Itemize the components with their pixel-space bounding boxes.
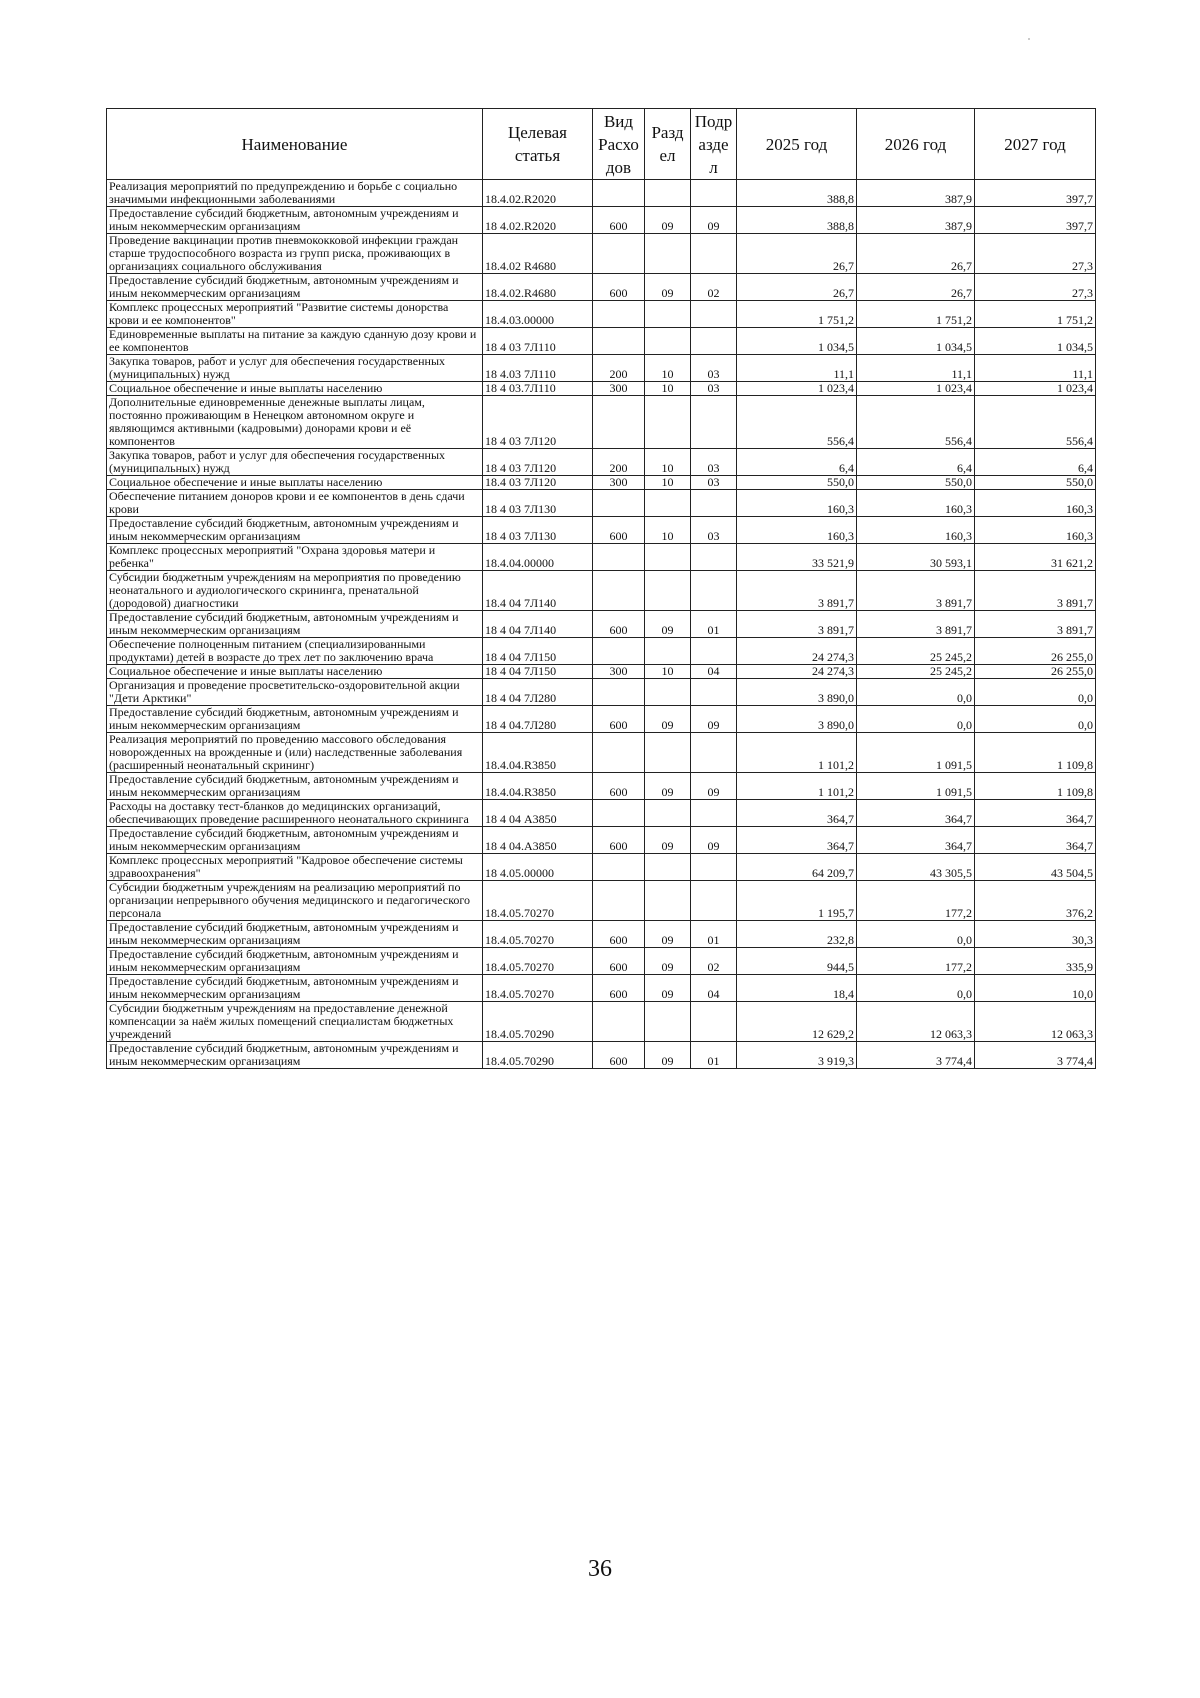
row-expense-type: 600 [593,975,645,1002]
row-name: Расходы на доставку тест-бланков до медицинских организаций, обеспечивающих проведение расширенного неонатального скрининга [107,800,483,827]
row-value-2025: 1 034,5 [737,328,857,355]
row-section: 10 [645,355,691,382]
row-target-article: 18 4 03 7Л120 [483,449,593,476]
row-expense-type [593,396,645,449]
row-name: Реализация мероприятий по предупреждению и борьбе с социально значимыми инфекционными заболеваниями [107,180,483,207]
row-subsection [691,396,737,449]
table-row [107,706,1096,733]
table-row [107,382,1096,396]
row-section: 09 [645,827,691,854]
row-section [645,733,691,773]
row-subsection: 03 [691,476,737,490]
row-section [645,301,691,328]
scan-speck [1028,38,1030,40]
row-section [645,234,691,274]
row-name: Предоставление субсидий бюджетным, автономным учреждениям и иным некоммерческим организациям [107,274,483,301]
row-expense-type [593,490,645,517]
row-expense-type [593,733,645,773]
row-subsection: 02 [691,948,737,975]
row-section: 10 [645,665,691,679]
row-target-article: 18 4 03 7Л110 [483,328,593,355]
row-expense-type: 600 [593,773,645,800]
row-value-2027: 335,9 [975,948,1096,975]
row-value-2025: 1 101,2 [737,773,857,800]
page-number: 36 [588,1556,612,1582]
row-target-article: 18 4 04 7Л150 [483,665,593,679]
row-value-2026: 387,9 [857,207,975,234]
table-row [107,490,1096,517]
row-value-2025: 364,7 [737,827,857,854]
row-subsection: 01 [691,611,737,638]
row-subsection: 09 [691,773,737,800]
row-expense-type [593,1002,645,1042]
row-value-2026: 30 593,1 [857,544,975,571]
row-subsection: 02 [691,274,737,301]
row-value-2025: 64 209,7 [737,854,857,881]
row-value-2025: 24 274,3 [737,665,857,679]
table-row [107,180,1096,207]
budget-table [106,108,1096,1069]
row-value-2027: 11,1 [975,355,1096,382]
row-value-2026: 12 063,3 [857,1002,975,1042]
row-target-article: 18.4.05.70290 [483,1042,593,1069]
row-expense-type: 200 [593,449,645,476]
row-value-2025: 26,7 [737,274,857,301]
row-value-2027: 1 023,4 [975,382,1096,396]
row-name: Организация и проведение просветительско-оздоровительной акции "Дети Арктики" [107,679,483,706]
table-row [107,396,1096,449]
row-subsection [691,490,737,517]
row-value-2027: 1 034,5 [975,328,1096,355]
table-row [107,881,1096,921]
row-expense-type [593,328,645,355]
row-subsection: 03 [691,449,737,476]
row-value-2026: 550,0 [857,476,975,490]
table-row [107,827,1096,854]
row-section: 09 [645,274,691,301]
row-expense-type [593,854,645,881]
row-name: Предоставление субсидий бюджетным, автономным учреждениям и иным некоммерческим организациям [107,706,483,733]
row-section [645,854,691,881]
row-subsection: 09 [691,827,737,854]
table-row [107,449,1096,476]
row-value-2025: 160,3 [737,490,857,517]
row-value-2027: 10,0 [975,975,1096,1002]
row-subsection: 03 [691,517,737,544]
row-name: Закупка товаров, работ и услуг для обеспечения государственных (муниципальных) нужд [107,355,483,382]
row-expense-type: 600 [593,1042,645,1069]
table-row [107,476,1096,490]
table-row [107,921,1096,948]
row-value-2026: 0,0 [857,679,975,706]
row-expense-type [593,234,645,274]
row-value-2025: 11,1 [737,355,857,382]
table-row [107,665,1096,679]
row-section: 09 [645,611,691,638]
row-section: 09 [645,948,691,975]
row-subsection [691,544,737,571]
row-target-article: 18.4.02.R2020 [483,180,593,207]
header-year-2026: 2026 год [857,109,975,180]
row-subsection [691,1002,737,1042]
row-expense-type: 600 [593,517,645,544]
row-value-2027: 556,4 [975,396,1096,449]
row-expense-type: 600 [593,611,645,638]
table-row [107,611,1096,638]
row-name: Закупка товаров, работ и услуг для обеспечения государственных (муниципальных) нужд [107,449,483,476]
row-target-article: 18 4 04 7Л280 [483,679,593,706]
header-expense-type: Вид Расхо дов [593,109,645,180]
row-expense-type: 300 [593,476,645,490]
row-value-2026: 177,2 [857,948,975,975]
row-expense-type: 200 [593,355,645,382]
row-value-2027: 397,7 [975,207,1096,234]
row-value-2025: 1 195,7 [737,881,857,921]
table-row [107,679,1096,706]
row-value-2025: 1 751,2 [737,301,857,328]
row-value-2025: 3 919,3 [737,1042,857,1069]
row-section: 10 [645,449,691,476]
row-expense-type: 600 [593,948,645,975]
row-value-2026: 556,4 [857,396,975,449]
row-value-2026: 26,7 [857,274,975,301]
row-section [645,396,691,449]
row-value-2026: 43 305,5 [857,854,975,881]
row-name: Комплекс процессных мероприятий "Кадровое обеспечение системы здравоохранения" [107,854,483,881]
row-section [645,571,691,611]
row-subsection [691,571,737,611]
row-value-2026: 25 245,2 [857,665,975,679]
row-subsection: 01 [691,1042,737,1069]
table-row [107,1042,1096,1069]
table-row [107,274,1096,301]
row-name: Предоставление субсидий бюджетным, автономным учреждениям и иным некоммерческим организациям [107,975,483,1002]
row-value-2027: 0,0 [975,679,1096,706]
row-subsection: 03 [691,355,737,382]
row-expense-type: 600 [593,207,645,234]
row-value-2025: 388,8 [737,207,857,234]
row-name: Предоставление субсидий бюджетным, автономным учреждениям и иным некоммерческим организациям [107,207,483,234]
row-name: Проведение вакцинации против пневмококковой инфекции граждан старше трудоспособного возраста из групп риска, проживающих в организациях социального обслуживания [107,234,483,274]
row-subsection [691,881,737,921]
row-target-article: 18.4.05.70270 [483,948,593,975]
row-section: 10 [645,517,691,544]
row-name: Субсидии бюджетным учреждениям на мероприятия по проведению неонатального и аудиологического скрининга, пренатальной (дородовой) диагностики [107,571,483,611]
table-row [107,301,1096,328]
row-name: Комплекс процессных мероприятий "Охрана здоровья матери и ребенка" [107,544,483,571]
row-subsection [691,733,737,773]
row-expense-type [593,800,645,827]
row-subsection: 01 [691,921,737,948]
table-row [107,733,1096,773]
table-row [107,638,1096,665]
row-name: Предоставление субсидий бюджетным, автономным учреждениям и иным некоммерческим организациям [107,948,483,975]
header-year-2025: 2025 год [737,109,857,180]
table-row [107,975,1096,1002]
row-value-2025: 3 891,7 [737,611,857,638]
row-target-article: 18.4.04.R3850 [483,733,593,773]
row-subsection [691,180,737,207]
row-value-2026: 387,9 [857,180,975,207]
row-value-2025: 3 890,0 [737,706,857,733]
row-target-article: 18.4.02.R4680 [483,274,593,301]
row-section [645,490,691,517]
row-target-article: 18 4 03 7Л130 [483,517,593,544]
row-value-2026: 160,3 [857,517,975,544]
table-row [107,948,1096,975]
row-value-2026: 26,7 [857,234,975,274]
row-name: Предоставление субсидий бюджетным, автономным учреждениям и иным некоммерческим организациям [107,827,483,854]
row-target-article: 18.4.05.70270 [483,975,593,1002]
row-name: Предоставление субсидий бюджетным, автономным учреждениям и иным некоммерческим организациям [107,1042,483,1069]
row-expense-type [593,180,645,207]
row-section [645,638,691,665]
row-value-2025: 26,7 [737,234,857,274]
row-target-article: 18 4 04.А3850 [483,827,593,854]
table-row [107,571,1096,611]
row-name: Социальное обеспечение и иные выплаты населению [107,382,483,396]
row-value-2027: 3 891,7 [975,611,1096,638]
row-value-2027: 1 751,2 [975,301,1096,328]
row-section [645,800,691,827]
row-value-2027: 31 621,2 [975,544,1096,571]
row-value-2025: 232,8 [737,921,857,948]
row-value-2027: 3 774,4 [975,1042,1096,1069]
row-value-2026: 6,4 [857,449,975,476]
row-section: 09 [645,706,691,733]
row-section [645,328,691,355]
row-value-2026: 177,2 [857,881,975,921]
row-value-2027: 12 063,3 [975,1002,1096,1042]
row-value-2025: 3 890,0 [737,679,857,706]
row-subsection [691,800,737,827]
row-target-article: 18 4 04 7Л140 [483,611,593,638]
row-value-2026: 1 091,5 [857,733,975,773]
row-name: Дополнительные единовременные денежные выплаты лицам, постоянно проживающим в Ненецком автономном округе и являющимся активными (кадровыми) донорами крови и её компонентов [107,396,483,449]
row-value-2025: 24 274,3 [737,638,857,665]
row-name: Предоставление субсидий бюджетным, автономным учреждениям и иным некоммерческим организациям [107,921,483,948]
row-value-2025: 550,0 [737,476,857,490]
row-name: Социальное обеспечение и иные выплаты населению [107,665,483,679]
table-row [107,1002,1096,1042]
row-expense-type: 600 [593,274,645,301]
row-subsection: 09 [691,207,737,234]
table-row [107,207,1096,234]
row-target-article: 18 4 03 7Л120 [483,396,593,449]
row-expense-type [593,679,645,706]
row-subsection: 09 [691,706,737,733]
row-section: 10 [645,476,691,490]
row-expense-type: 600 [593,921,645,948]
row-value-2025: 364,7 [737,800,857,827]
row-value-2026: 0,0 [857,975,975,1002]
row-section: 09 [645,773,691,800]
row-name: Субсидии бюджетным учреждениям на предоставление денежной компенсации за наём жилых помещений специалистам бюджетных учреждений [107,1002,483,1042]
row-target-article: 18.4.04.R3850 [483,773,593,800]
row-value-2027: 364,7 [975,800,1096,827]
table-row [107,800,1096,827]
row-name: Субсидии бюджетным учреждениям на реализацию мероприятий по организации непрерывного обучения медицинского и педагогического персонала [107,881,483,921]
table-row [107,517,1096,544]
row-expense-type: 300 [593,382,645,396]
row-value-2027: 27,3 [975,234,1096,274]
header-target-article: Целевая статья [483,109,593,180]
row-expense-type: 600 [593,827,645,854]
row-subsection [691,854,737,881]
row-target-article: 18.4.05.70270 [483,881,593,921]
row-name: Предоставление субсидий бюджетным, автономным учреждениям и иным некоммерческим организациям [107,611,483,638]
row-value-2026: 1 023,4 [857,382,975,396]
header-section: Разд ел [645,109,691,180]
row-value-2027: 6,4 [975,449,1096,476]
row-name: Предоставление субсидий бюджетным, автономным учреждениям и иным некоммерческим организациям [107,773,483,800]
row-subsection [691,301,737,328]
row-value-2026: 3 891,7 [857,571,975,611]
row-value-2025: 6,4 [737,449,857,476]
row-name: Обеспечение полноценным питанием (специализированными продуктами) детей в возрасте до трех лет по заключению врача [107,638,483,665]
row-value-2026: 364,7 [857,827,975,854]
row-value-2027: 27,3 [975,274,1096,301]
row-subsection [691,638,737,665]
row-expense-type [593,638,645,665]
header-subsection: Подр азде л [691,109,737,180]
row-target-article: 18.4 03 7Л120 [483,476,593,490]
row-target-article: 18 4 04.7Л280 [483,706,593,733]
table-body [107,180,1096,1069]
row-section: 09 [645,921,691,948]
row-value-2026: 3 774,4 [857,1042,975,1069]
row-value-2027: 43 504,5 [975,854,1096,881]
row-value-2027: 364,7 [975,827,1096,854]
row-target-article: 18 4 04 А3850 [483,800,593,827]
row-section: 09 [645,1042,691,1069]
table-row [107,854,1096,881]
row-value-2027: 397,7 [975,180,1096,207]
row-section: 10 [645,382,691,396]
table-row [107,234,1096,274]
row-value-2027: 160,3 [975,517,1096,544]
row-section: 09 [645,975,691,1002]
row-target-article: 18.4 04 7Л140 [483,571,593,611]
row-target-article: 18 4 04 7Л150 [483,638,593,665]
row-value-2026: 25 245,2 [857,638,975,665]
header-name: Наименование [107,109,483,180]
row-value-2026: 160,3 [857,490,975,517]
row-subsection [691,679,737,706]
row-name: Единовременные выплаты на питание за каждую сданную дозу крови и ее компонентов [107,328,483,355]
row-value-2026: 11,1 [857,355,975,382]
row-value-2025: 12 629,2 [737,1002,857,1042]
row-value-2027: 26 255,0 [975,665,1096,679]
row-expense-type: 600 [593,706,645,733]
row-name: Предоставление субсидий бюджетным, автономным учреждениям и иным некоммерческим организациям [107,517,483,544]
row-value-2026: 0,0 [857,921,975,948]
row-section [645,881,691,921]
row-subsection: 04 [691,665,737,679]
row-value-2025: 1 023,4 [737,382,857,396]
row-value-2025: 3 891,7 [737,571,857,611]
row-value-2026: 3 891,7 [857,611,975,638]
row-target-article: 18 4 03.7Л110 [483,382,593,396]
row-target-article: 18 4.02.R2020 [483,207,593,234]
table-row [107,544,1096,571]
row-value-2027: 550,0 [975,476,1096,490]
row-value-2025: 33 521,9 [737,544,857,571]
row-expense-type: 300 [593,665,645,679]
row-value-2027: 30,3 [975,921,1096,948]
row-subsection [691,328,737,355]
row-value-2026: 364,7 [857,800,975,827]
row-value-2026: 1 751,2 [857,301,975,328]
row-value-2025: 944,5 [737,948,857,975]
row-value-2027: 1 109,8 [975,773,1096,800]
table-row [107,328,1096,355]
row-section [645,1002,691,1042]
row-name: Социальное обеспечение и иные выплаты населению [107,476,483,490]
row-expense-type [593,544,645,571]
row-target-article: 18 4 03 7Л130 [483,490,593,517]
row-section: 09 [645,207,691,234]
row-value-2025: 18,4 [737,975,857,1002]
row-target-article: 18.4.05.70290 [483,1002,593,1042]
row-name: Обеспечение питанием доноров крови и ее компонентов в день сдачи крови [107,490,483,517]
row-name: Реализация мероприятий по проведению массового обследования новорожденных на врожденные и (или) наследственные заболевания (расширенный неонатальный скрининг) [107,733,483,773]
row-value-2025: 388,8 [737,180,857,207]
row-expense-type [593,301,645,328]
row-target-article: 18 4.03 7Л110 [483,355,593,382]
table-row [107,773,1096,800]
row-subsection: 03 [691,382,737,396]
table-header-row [107,109,1096,180]
row-value-2027: 376,2 [975,881,1096,921]
row-value-2025: 1 101,2 [737,733,857,773]
row-target-article: 18.4.03.00000 [483,301,593,328]
row-section [645,180,691,207]
header-year-2027: 2027 год [975,109,1096,180]
row-value-2026: 0,0 [857,706,975,733]
row-value-2025: 556,4 [737,396,857,449]
row-value-2027: 1 109,8 [975,733,1096,773]
row-value-2025: 160,3 [737,517,857,544]
row-expense-type [593,881,645,921]
row-section [645,544,691,571]
row-value-2027: 0,0 [975,706,1096,733]
row-subsection [691,234,737,274]
row-value-2027: 26 255,0 [975,638,1096,665]
row-target-article: 18.4.02 R4680 [483,234,593,274]
row-target-article: 18.4.04.00000 [483,544,593,571]
row-value-2026: 1 034,5 [857,328,975,355]
row-expense-type [593,571,645,611]
row-target-article: 18.4.05.70270 [483,921,593,948]
row-section [645,679,691,706]
table-row [107,355,1096,382]
row-target-article: 18 4.05.00000 [483,854,593,881]
row-value-2027: 3 891,7 [975,571,1096,611]
row-name: Комплекс процессных мероприятий "Развитие системы донорства крови и ее компонентов" [107,301,483,328]
row-subsection: 04 [691,975,737,1002]
row-value-2026: 1 091,5 [857,773,975,800]
row-value-2027: 160,3 [975,490,1096,517]
